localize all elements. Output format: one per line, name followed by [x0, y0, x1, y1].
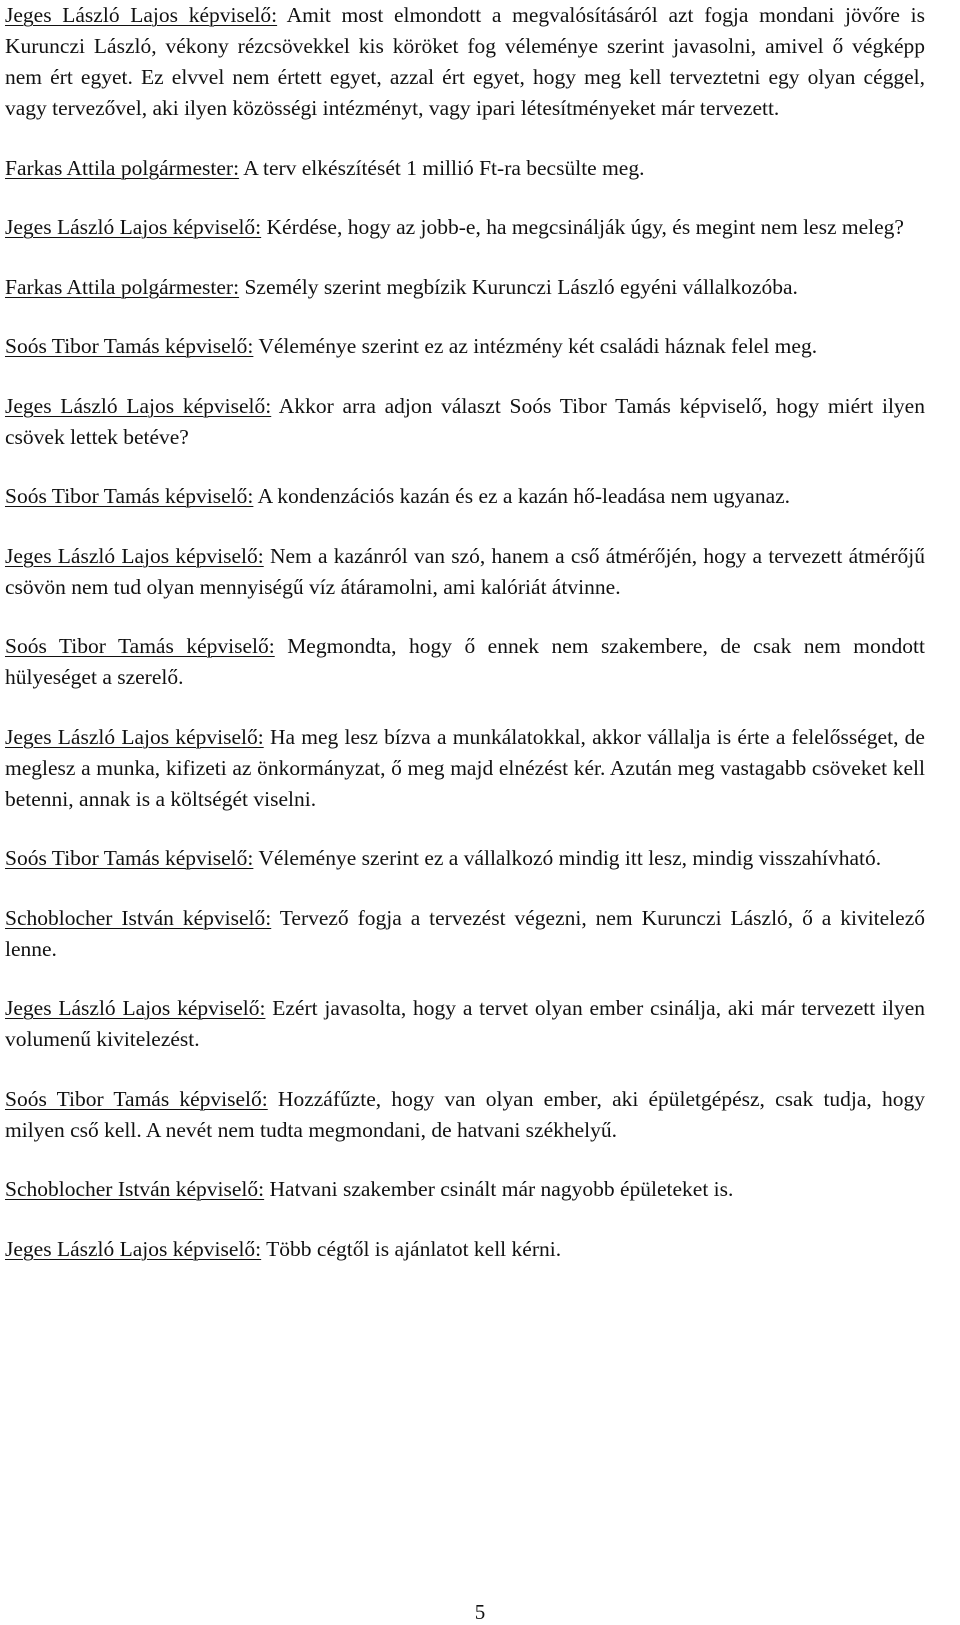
- statement-text: Nem a kazánról van szó, hanem a cső átmérőjén, hogy a tervezett átmérőjű csövön nem tud olyan mennyiségű víz átáramolni, ami kalóriát átvinne.: [5, 543, 925, 599]
- transcript-paragraph: [5, 1234, 925, 1265]
- transcript-paragraph: [5, 722, 925, 815]
- transcript-paragraph: [5, 331, 925, 362]
- speaker-name: Farkas Attila polgármester:: [5, 155, 240, 180]
- speaker-name: Soós Tibor Tamás képviselő:: [5, 846, 254, 870]
- transcript-paragraph: [5, 903, 925, 965]
- statement-text: Tervező fogja a tervezést végezni, nem Kurunczi László, ő a kivitelező lenne.: [5, 905, 925, 961]
- transcript-paragraph: [5, 153, 925, 184]
- statement-text: Amit most elmondott a megvalósításáról azt fogja mondani jövőre is Kurunczi László, vékony rézcsövekkel kis köröket fog véleménye szerint javasolni, amivel ő végképp nem ért egyet. Ez elvvel nem értett egyet, azzal ért egyet, hogy meg kell terveztetni egy olyan céggel, vagy tervezővel, aki ilyen közösségi intézményt, vagy ipari létesítményeket már tervezett.: [5, 3, 925, 120]
- speaker-name: Soós Tibor Tamás képviselő:: [5, 634, 275, 658]
- speaker-name: Schoblocher István képviselő:: [5, 905, 272, 930]
- speaker-name: Schoblocher István képviselő:: [5, 1177, 265, 1201]
- statement-text: Akkor arra adjon választ Soós Tibor Tamás képviselő, hogy miért ilyen csövek lettek betéve?: [5, 393, 925, 449]
- page-number: 5: [474, 1600, 486, 1624]
- transcript-paragraph: [5, 391, 925, 453]
- speaker-name: Jeges László Lajos képviselő:: [5, 543, 264, 568]
- transcript-paragraph: [5, 1174, 925, 1205]
- statement-text: Véleménye szerint ez a vállalkozó mindig itt lesz, mindig visszahívható.: [253, 846, 882, 870]
- statement-text: Kérdése, hogy az jobb-e, ha megcsinálják úgy, és megint nem lesz meleg?: [261, 215, 904, 239]
- speaker-name: Soós Tibor Tamás képviselő:: [5, 334, 254, 358]
- statement-text: Megmondta, hogy ő ennek nem szakembere, de csak nem mondott hülyeséget a szerelő.: [5, 634, 925, 689]
- statement-text: Hozzáfűzte, hogy van olyan ember, aki épületgépész, csak tudja, hogy milyen cső kell. A nevét nem tudta megmondani, de hatvani székhelyű.: [5, 1086, 925, 1142]
- speaker-name: Jeges László Lajos képviselő:: [5, 996, 266, 1020]
- statement-text: A terv elkészítését 1 millió Ft-ra becsülte meg.: [239, 155, 645, 180]
- speaker-name: Jeges László Lajos képviselő:: [5, 215, 262, 239]
- statement-text: Ezért javasolta, hogy a tervet olyan ember csinálja, aki már tervezett ilyen volumenű kivitelezést.: [5, 996, 925, 1051]
- transcript-paragraph: [5, 1084, 925, 1146]
- transcript-paragraph: [5, 631, 925, 693]
- speaker-name: Jeges László Lajos képviselő:: [5, 393, 272, 418]
- speaker-name: Soós Tibor Tamás képviselő:: [5, 1086, 268, 1111]
- speaker-name: Jeges László Lajos képviselő:: [5, 3, 278, 27]
- speaker-name: Farkas Attila polgármester:: [5, 274, 240, 299]
- transcript-paragraph: [5, 481, 925, 512]
- statement-text: Személy szerint megbízik Kurunczi László egyéni vállalkozóba.: [239, 274, 798, 299]
- transcript-paragraph: [5, 212, 925, 243]
- speaker-name: Soós Tibor Tamás képviselő:: [5, 484, 254, 508]
- statement-text: Hatvani szakember csinált már nagyobb épületeket is.: [264, 1177, 734, 1201]
- statement-text: Több cégtől is ajánlatot kell kérni.: [261, 1236, 562, 1261]
- statement-text: Véleménye szerint ez az intézmény két családi háznak felel meg.: [253, 334, 818, 358]
- transcript-paragraph: [5, 993, 925, 1055]
- transcript-paragraph: [5, 272, 925, 303]
- document-page: [5, 0, 925, 1293]
- speaker-name: Jeges László Lajos képviselő:: [5, 724, 264, 749]
- transcript-paragraph: [5, 843, 925, 874]
- transcript-paragraph: [5, 541, 925, 603]
- statement-text: A kondenzációs kazán és ez a kazán hő-leadása nem ugyanaz.: [253, 484, 791, 508]
- transcript-paragraph: [5, 0, 925, 124]
- speaker-name: Jeges László Lajos képviselő:: [5, 1236, 262, 1261]
- statement-text: Ha meg lesz bízva a munkálatokkal, akkor vállalja is érte a felelősséget, de meglesz a munka, kifizeti az önkormányzat, ő meg majd elnézést kér. Azután meg vastagabb csöveket kell betenni, annak is a költségét viselni.: [5, 724, 925, 811]
